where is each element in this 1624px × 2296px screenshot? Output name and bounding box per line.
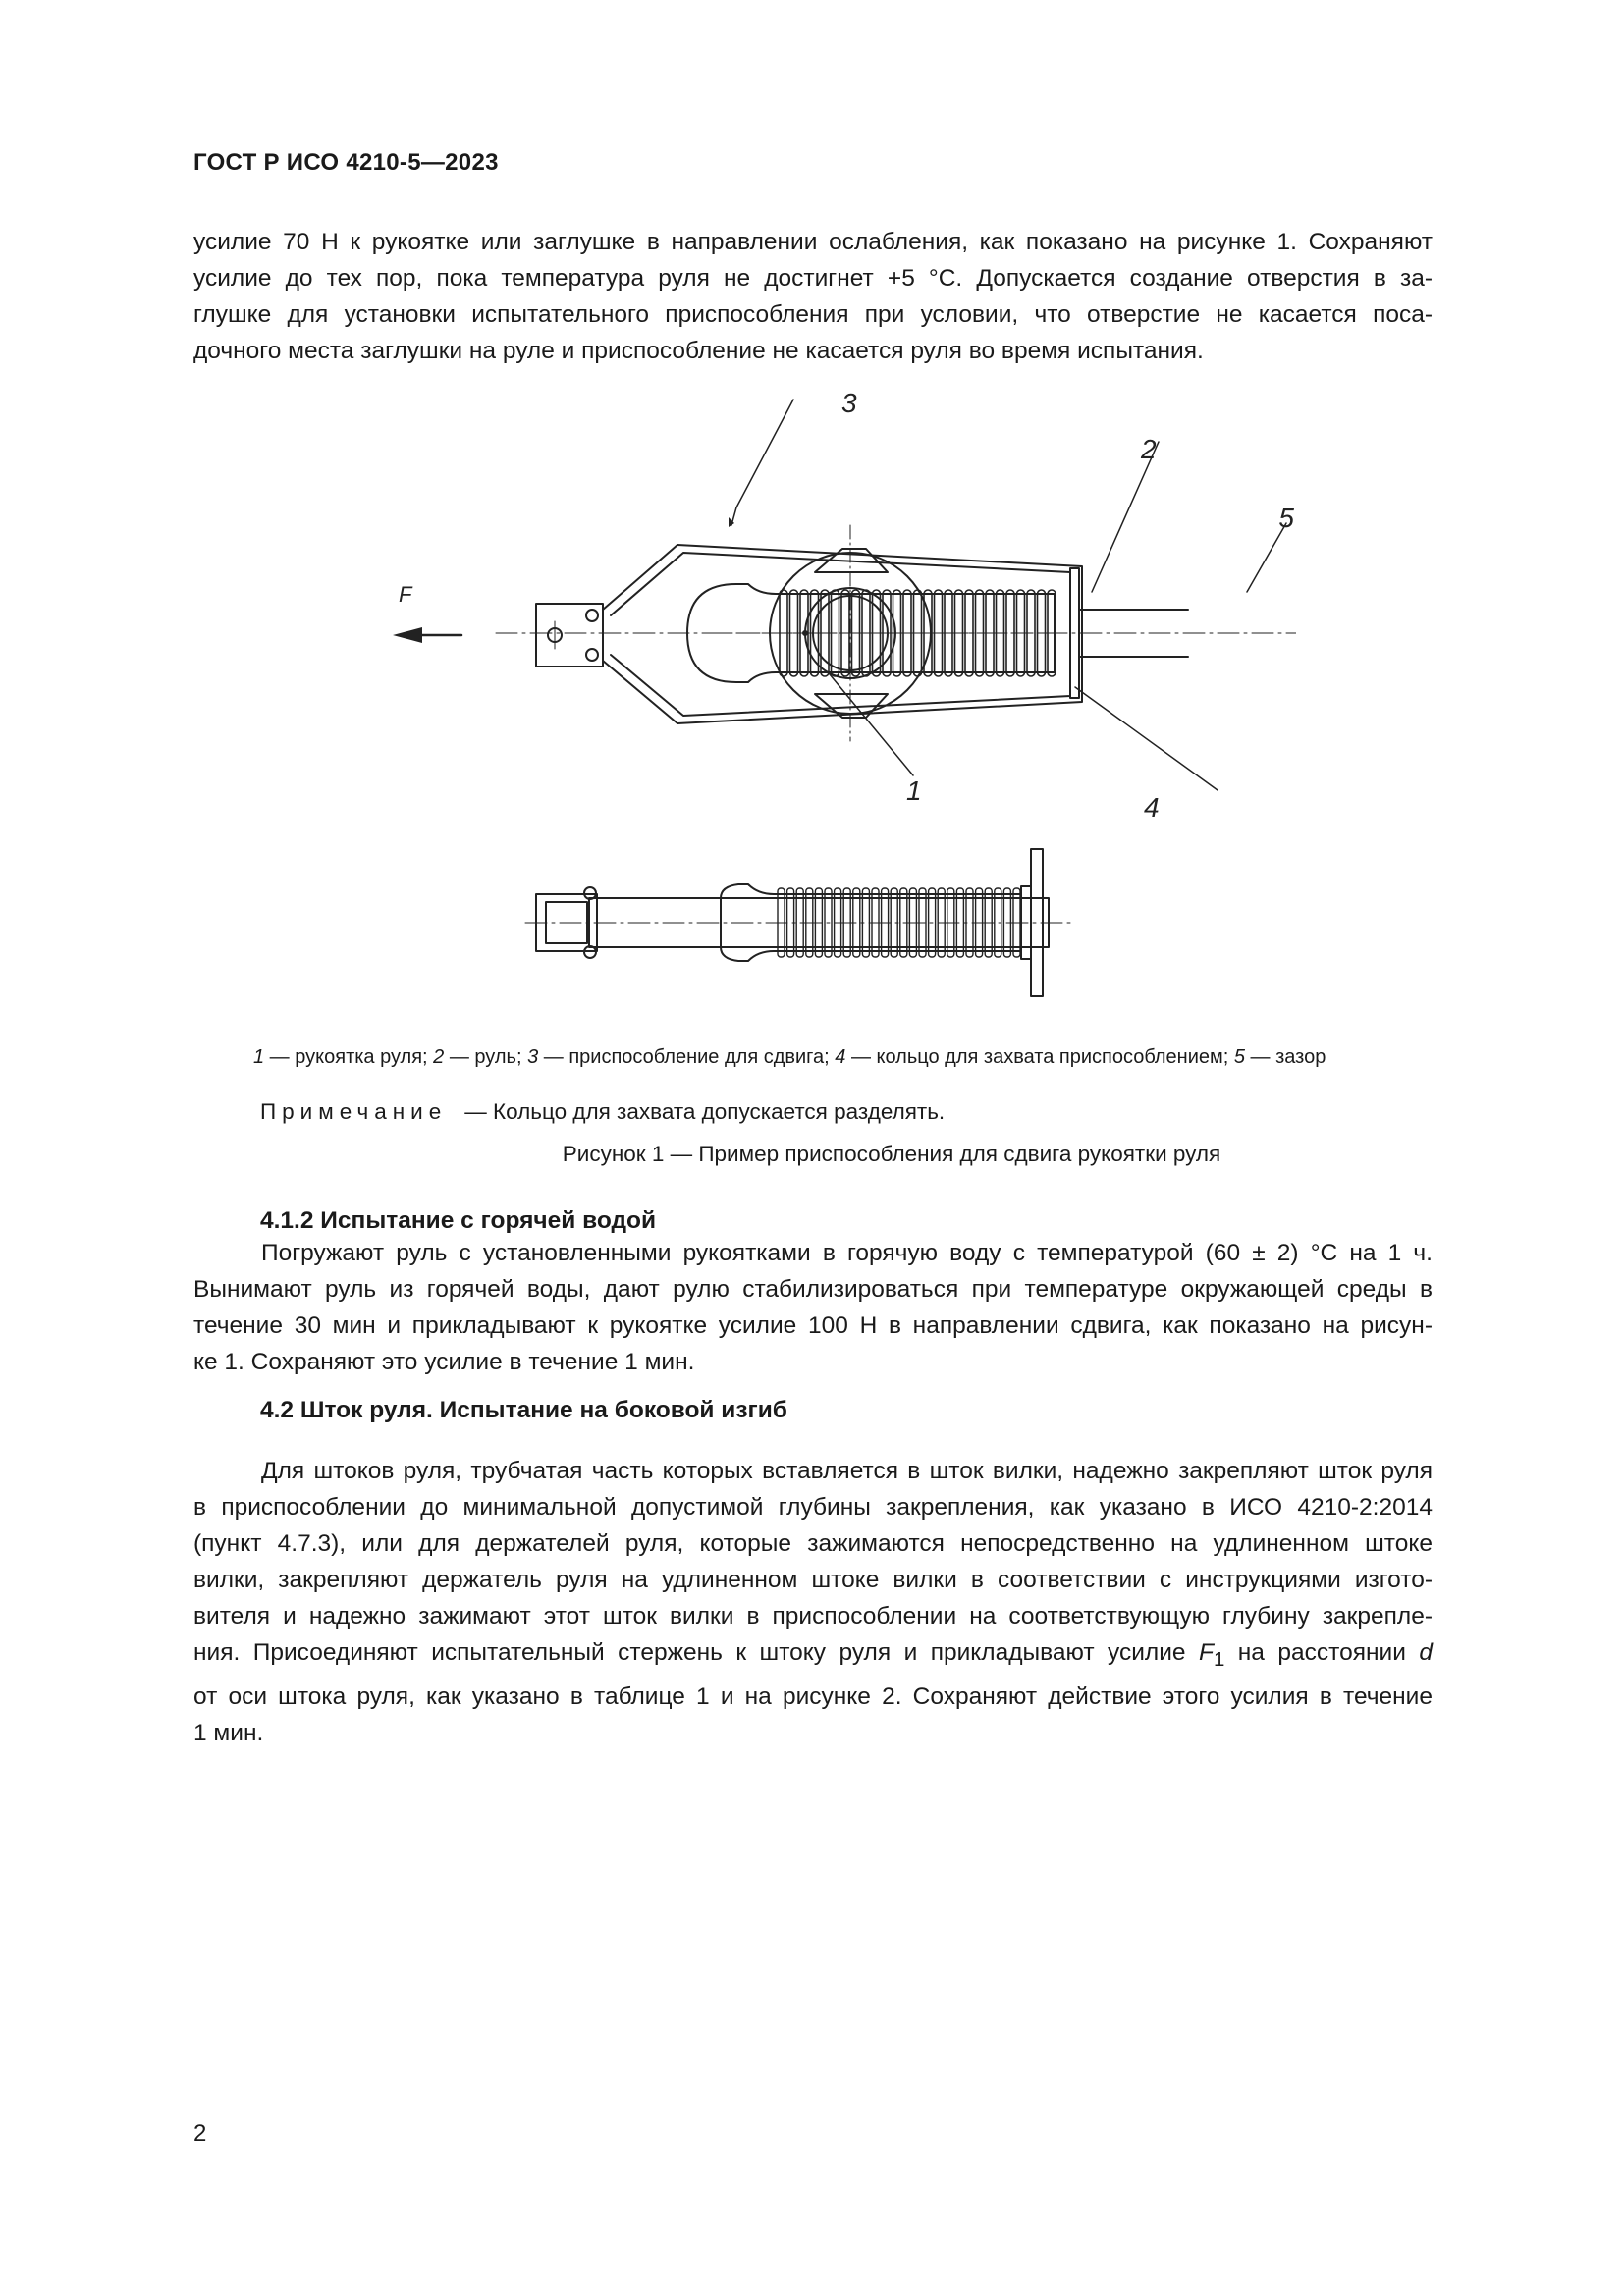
legend-key: 3 xyxy=(527,1046,539,1068)
text-fragment: ния. Присоединяют испытательный стержень к штоку руля и прикладывают усилие xyxy=(193,1639,1199,1666)
label-4: 4 xyxy=(1144,792,1160,823)
figure-legend xyxy=(253,1046,1326,1069)
figure-1-drawing xyxy=(383,388,1296,1016)
text-line: вилки, закрепляют держатель руля на удлиненном штоке вилки в соответствии с инструкциями изгото- xyxy=(193,1567,1433,1593)
label-1: 1 xyxy=(906,775,922,806)
text-line: дочного места заглушки на руле и приспособление не касается руля во время испытания. xyxy=(193,338,1204,364)
legend-key: 2 xyxy=(433,1046,445,1068)
text-line: в приспособлении до минимальной допустимой глубины закрепления, как указано в ИСО 4210-2:2014 xyxy=(193,1494,1433,1521)
section-heading-4-1-2: 4.1.2 Испытание с горячей водой xyxy=(260,1207,657,1234)
text-line: вителя и надежно зажимают этот шток вилки в приспособлении на соответствующую глубину закрепле- xyxy=(193,1603,1433,1629)
text-line: усилие 70 Н к рукоятке или заглушке в направлении ослабления, как показано на рисунке 1. Сохраняют xyxy=(193,229,1433,255)
force-subscript: 1 xyxy=(1213,1648,1225,1671)
figure-caption xyxy=(0,1142,1624,1167)
force-arrow xyxy=(393,627,461,643)
legend-text: — приспособление для сдвига; xyxy=(538,1046,836,1068)
section-heading-4-2: 4.2 Шток руля. Испытание на боковой изгиб xyxy=(260,1397,787,1423)
label-5: 5 xyxy=(1278,503,1294,533)
leader-5 xyxy=(1247,523,1286,592)
leader-4 xyxy=(1075,687,1218,790)
legend-text: — рукоятка руля; xyxy=(264,1046,434,1068)
distance-symbol: d xyxy=(1419,1639,1433,1666)
note-text: — Кольцо для захвата допускается разделять. xyxy=(464,1099,946,1124)
caption-text: Рисунок 1 — Пример приспособления для сдвига рукоятки руля xyxy=(562,1142,1221,1166)
text-line: Вынимают руль из горячей воды, дают рулю стабилизироваться при температуре окружающей среды в xyxy=(193,1276,1433,1303)
figure-note xyxy=(260,1099,945,1125)
intro-paragraph xyxy=(193,224,1433,369)
page-number: 2 xyxy=(193,2120,207,2147)
legend-key: 5 xyxy=(1233,1046,1245,1068)
leader-1 xyxy=(830,674,913,775)
legend-text: — зазор xyxy=(1245,1046,1326,1068)
text-line: ке 1. Сохраняют это усилие в течение 1 мин. xyxy=(193,1349,695,1375)
text-line: (пункт 4.7.3), или для держателей руля, которые зажимаются непосредственно на удлиненном штоке xyxy=(193,1530,1433,1557)
label-3: 3 xyxy=(841,388,857,418)
legend-key: 1 xyxy=(253,1046,265,1068)
section-4-1-2-paragraph xyxy=(193,1235,1433,1380)
legend-text: — руль; xyxy=(444,1046,528,1068)
legend-key: 4 xyxy=(835,1046,846,1068)
text-line: от оси штока руля, как указано в таблице 1 и на рисунке 2. Сохраняют действие этого усилия в течение xyxy=(193,1682,1433,1710)
document-header: ГОСТ Р ИСО 4210-5—2023 xyxy=(193,149,499,176)
legend-text: — кольцо для захвата приспособлением; xyxy=(845,1046,1234,1068)
clevis-block xyxy=(536,604,603,667)
plan-view xyxy=(525,849,1070,996)
section-4-2-paragraph xyxy=(193,1453,1433,1751)
leader-3 xyxy=(736,400,793,507)
force-symbol: F xyxy=(1198,1639,1214,1666)
text-fragment: на расстоянии xyxy=(1224,1639,1420,1666)
label-2: 2 xyxy=(1141,434,1157,464)
text-line xyxy=(193,1634,1433,1679)
text-line: глушке для установки испытательного приспособления при условии, что отверстие не касается поса- xyxy=(193,301,1433,328)
text-line: течение 30 мин и прикладывают к рукоятке усилие 100 Н в направлении сдвига, как показано на рисун- xyxy=(193,1312,1433,1339)
text-line: Для штоков руля, трубчатая часть которых вставляется в шток вилки, надежно закрепляют шток руля xyxy=(261,1458,1433,1484)
text-line: Погружают руль с установленными рукоятками в горячую воду с температурой (60 ± 2) °С на 1 ч. xyxy=(261,1240,1433,1266)
note-label: Примечание xyxy=(260,1099,448,1124)
force-label: F xyxy=(399,582,412,607)
text-line: усилие до тех пор, пока температура руля не достигнет +5 °С. Допускается создание отверстия в за- xyxy=(193,265,1433,292)
text-line: 1 мин. xyxy=(193,1719,264,1746)
